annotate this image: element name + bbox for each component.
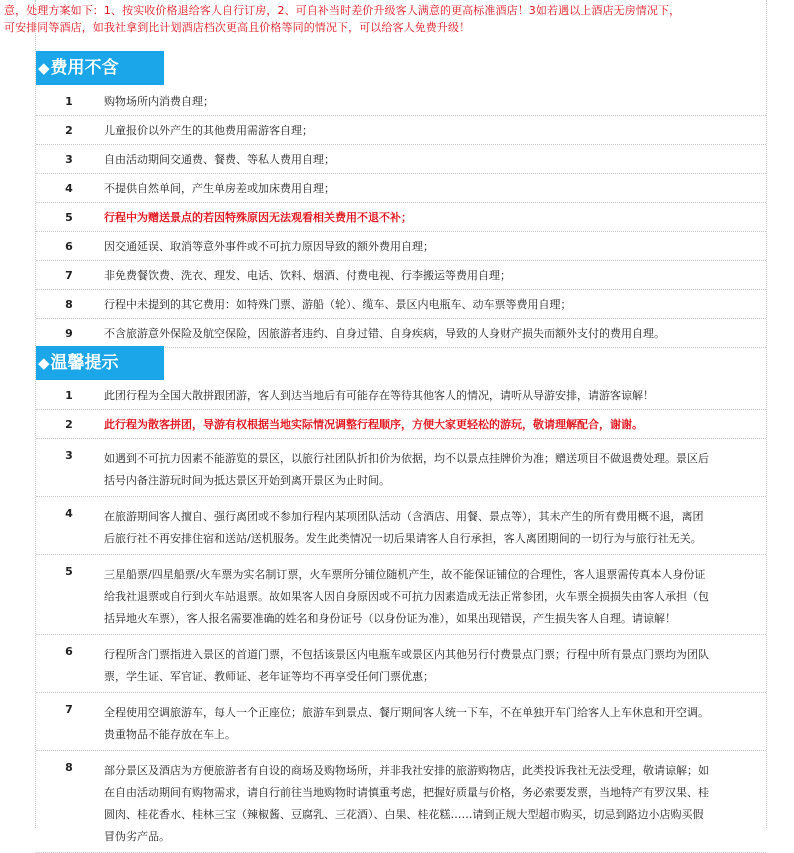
item-text [104, 116, 760, 145]
item-text-line: 票，学生证、军官证、教师证、老年证等均不再享受任何门票优惠； [104, 670, 434, 683]
item-text-line: 括异地火车票），客人报名需要准确的姓名和身份证号（以身份证为准），如果出现错误，产生损失客人自理。请谅解！ [104, 612, 676, 625]
list-item [36, 381, 766, 410]
list-item [36, 174, 766, 203]
item-text-line: 全程使用空调旅游车，每人一个正座位；旅游车到景点、餐厅期间客人统一下车，不在单独开车门给客人上车休息和开空调。 [104, 706, 709, 719]
item-text [104, 232, 760, 261]
section-title-excluded-costs [36, 51, 164, 85]
item-text [104, 381, 760, 410]
list-item [36, 635, 766, 693]
item-text-line: 在自由活动期间有购物需求，请自行前往当地购物时请慎重考虑，把握好质量与价格，务必索要发票，当地特产有罗汉果、桂 [104, 786, 709, 799]
list-item [36, 261, 766, 290]
item-text [104, 564, 760, 630]
list-item [36, 555, 766, 635]
item-text [104, 290, 760, 319]
item-text [104, 644, 760, 688]
list-item [36, 439, 766, 497]
item-text [104, 760, 760, 848]
item-text-line: 自由活动期间交通费、餐费、等私人费用自理； [104, 153, 335, 166]
item-number: 7 [65, 703, 73, 716]
item-text-line: 如遇到不可抗力因素不能游览的景区，以旅行社团队折扣价为依据，均不以景点挂牌价为准；赠送项目不做退费处理。景区后 [104, 452, 709, 465]
section-title-text: 费用不含 [50, 58, 119, 78]
list-item [36, 751, 766, 853]
item-number: 8 [65, 761, 73, 774]
item-text [104, 702, 760, 746]
warm-tips-list [36, 381, 766, 853]
item-text [104, 410, 760, 439]
item-text [104, 174, 760, 203]
item-number: 7 [65, 269, 73, 282]
item-text-line: 不含旅游意外保险及航空保险，因旅游者违约、自身过错、自身疾病，导致的人身财产损失而额外支付的费用自理。 [104, 327, 665, 340]
list-item [36, 410, 766, 439]
item-number: 3 [65, 153, 73, 166]
diamond-icon: ◆ [38, 59, 50, 77]
item-text [104, 87, 760, 116]
item-number: 6 [65, 240, 73, 253]
item-number: 4 [65, 182, 73, 195]
item-number: 1 [65, 389, 73, 402]
list-item [36, 693, 766, 751]
item-text-line: 非免费餐饮费、洗衣、理发、电话、饮料、烟酒、付费电视、行李搬运等费用自理； [104, 269, 511, 282]
item-number: 9 [65, 327, 73, 340]
notice-line: 可安排同等酒店，如我社拿到比计划酒店档次更高且价格等同的情况下，可以给客人免费升级！ [4, 21, 471, 34]
item-text [104, 145, 760, 174]
diamond-icon: ◆ [38, 354, 50, 372]
item-number: 2 [65, 124, 73, 137]
item-text-line: 冒伪劣产品。 [104, 830, 170, 843]
item-text-line: 儿童报价以外产生的其他费用需游客自理； [104, 124, 313, 137]
item-text-line: 此团行程为全国大散拼跟团游，客人到达当地后有可能存在等待其他客人的情况，请听从导游安排，请游客谅解！ [104, 389, 654, 402]
item-number: 4 [65, 507, 73, 520]
list-item [36, 319, 766, 348]
hotel-upgrade-notice [0, 0, 766, 36]
list-item [36, 203, 766, 232]
section-title-warm-tips [36, 346, 164, 380]
item-text-line: 此行程为散客拼团，导游有权根据当地实际情况调整行程顺序，方便大家更轻松的游玩，敬请理解配合，谢谢。 [104, 418, 643, 431]
list-item [36, 497, 766, 555]
item-text-line: 购物场所内消费自理； [104, 95, 214, 108]
item-text-line: 括号内备注游玩时间为抵达景区开始到离开景区为止时间。 [104, 474, 390, 487]
item-text [104, 203, 760, 232]
item-text-line: 行程中为赠送景点的若因特殊原因无法观看相关费用不退不补； [104, 211, 412, 224]
list-item [36, 116, 766, 145]
item-text-line: 在旅游期间客人擅自、强行离团或不参加行程内某项团队活动（含酒店、用餐、景点等），其未产生的所有费用概不退，离团 [104, 510, 704, 523]
item-text-line: 不提供自然单间，产生单房差或加床费用自理； [104, 182, 335, 195]
item-text-line: 给我社退票或自行到火车站退票。故如果客人因自身原因或不可抗力因素造成无法正常参团，火车票全损损失由客人承担（包 [104, 590, 709, 603]
notice-line: 意，处理方案如下：1、按实收价格退给客人自行订房，2、可自补当时差价升级客人满意的更高标准酒店！3如若遇以上酒店无房情况下， [4, 4, 681, 17]
list-item [36, 290, 766, 319]
section-title-text: 温馨提示 [50, 353, 119, 373]
item-number: 6 [65, 645, 73, 658]
item-text [104, 448, 760, 492]
list-item [36, 232, 766, 261]
item-text-line: 行程中未提到的其它费用：如特殊门票、游船（轮）、缆车、景区内电瓶车、动车票等费用自理； [104, 298, 572, 311]
item-text-line: 行程所含门票指进入景区的首道门票，不包括该景区内电瓶车或景区内其他另行付费景点门票；行程中所有景点门票均为团队 [104, 648, 709, 661]
item-text [104, 319, 760, 348]
right-border [766, 0, 767, 828]
item-text-line: 贵重物品不能存放在车上。 [104, 728, 236, 741]
item-text [104, 506, 760, 550]
item-number: 3 [65, 449, 73, 462]
item-text-line: 后旅行社不再安排住宿和送站/送机服务。发生此类情况一切后果请客人自行承担，客人离团期间的一切行为与旅行社无关。 [104, 532, 702, 545]
item-text-line: 圆肉、桂花香水、桂林三宝（辣椒酱、豆腐乳、三花酒）、白果、桂花糕……请到正规大型超市购买，切忌到路边小店购买假 [104, 808, 704, 821]
item-text-line: 部分景区及酒店为方便旅游者有自设的商场及购物场所，并非我社安排的旅游购物店，此类投诉我社无法受理，敬请谅解；如 [104, 764, 709, 777]
item-number: 8 [65, 298, 73, 311]
item-number: 1 [65, 95, 73, 108]
item-number: 5 [65, 211, 73, 224]
excluded-costs-list [36, 87, 766, 348]
item-text [104, 261, 760, 290]
item-number: 5 [65, 565, 73, 578]
list-item [36, 87, 766, 116]
item-text-line: 三星船票/四星船票/火车票为实名制订票，火车票所分铺位随机产生，故不能保证铺位的合理性，客人退票需传真本人身份证 [104, 568, 706, 581]
list-item [36, 145, 766, 174]
item-number: 2 [65, 418, 73, 431]
item-text-line: 因交通延误、取消等意外事件或不可抗力原因导致的额外费用自理； [104, 240, 434, 253]
